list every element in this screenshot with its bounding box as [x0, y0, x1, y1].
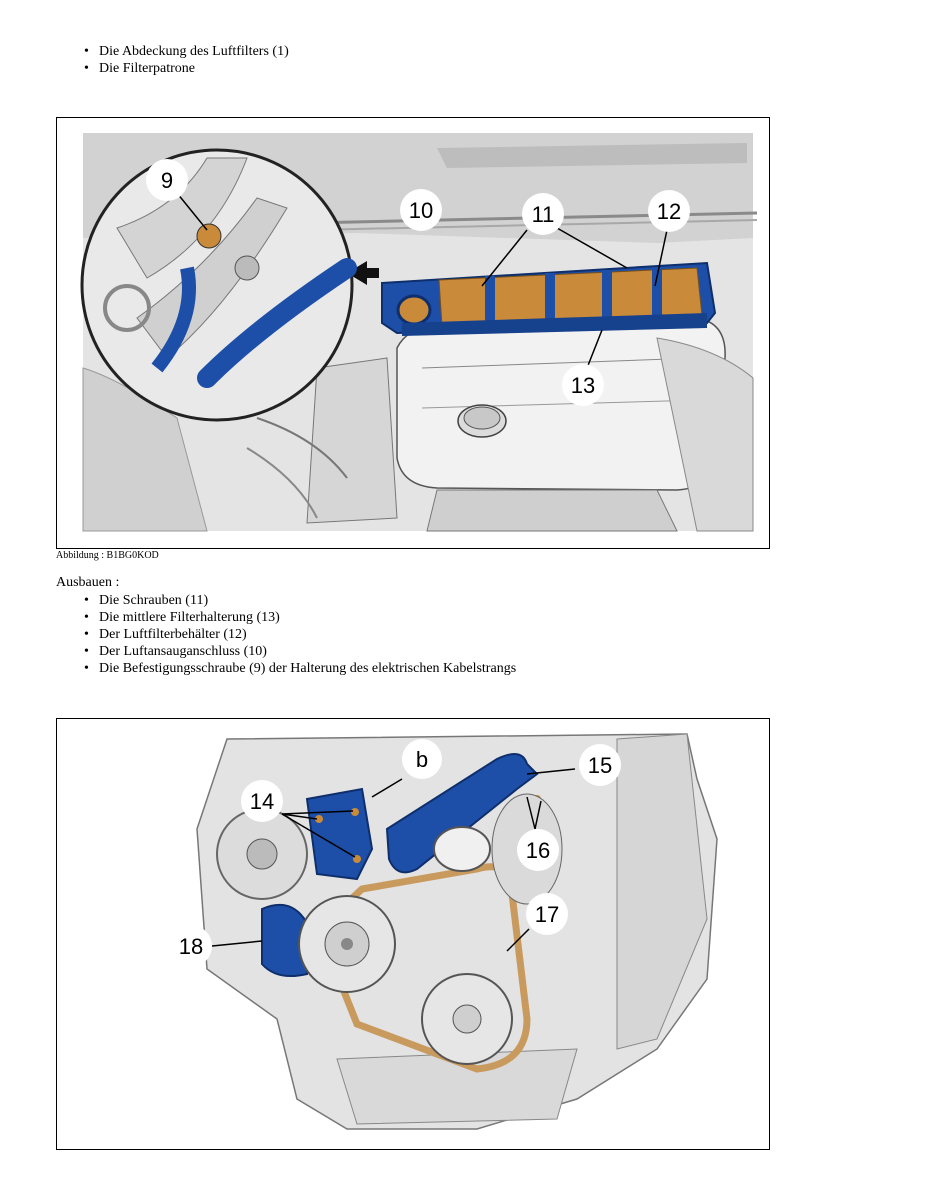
air-intake-connector — [398, 296, 430, 324]
idler-pulley — [434, 827, 490, 871]
removed-items-list — [84, 43, 289, 77]
callout-10 — [400, 189, 442, 231]
list-item: • Der Luftfilterbehälter (12) — [84, 626, 516, 643]
callout-12 — [648, 190, 690, 232]
callout-14 — [241, 780, 283, 822]
callout-16 — [517, 829, 559, 871]
list-item: • Die Befestigungsschraube (9) der Halterung des elektrischen Kabelstrangs — [84, 660, 516, 677]
callout-b — [402, 739, 442, 779]
callout-15 — [579, 744, 621, 786]
callout-11 — [522, 193, 564, 235]
list-item: • Die Filterpatrone — [84, 60, 289, 77]
svg-text:16: 16 — [525, 838, 551, 863]
bolt-9 — [197, 224, 221, 248]
list-item: • Die Abdeckung des Luftfilters (1) — [84, 43, 289, 60]
list-item: • Die Schrauben (11) — [84, 592, 516, 609]
list-item: • Die mittlere Filterhalterung (13) — [84, 609, 516, 626]
figure-accessory-drive — [56, 718, 770, 1150]
figure-caption: Abbildung : B1BG0KOD — [56, 550, 159, 561]
svg-text:10: 10 — [408, 198, 434, 223]
section-label: Ausbauen : — [56, 575, 120, 590]
callout-18 — [170, 925, 212, 967]
list-item: • Der Luftansauganschluss (10) — [84, 643, 516, 660]
svg-text:11: 11 — [531, 202, 555, 227]
svg-text:9: 9 — [160, 168, 174, 193]
svg-text:12: 12 — [656, 199, 682, 224]
svg-text:b: b — [415, 747, 429, 772]
engine-belt-illustration — [57, 719, 769, 1149]
callout-17 — [526, 893, 568, 935]
svg-text:18: 18 — [178, 934, 204, 959]
callout-13 — [562, 364, 604, 406]
removal-steps-list — [84, 592, 516, 677]
svg-text:15: 15 — [587, 753, 613, 778]
svg-text:14: 14 — [249, 789, 275, 814]
svg-text:17: 17 — [534, 902, 560, 927]
svg-text:13: 13 — [570, 373, 596, 398]
callout-9 — [146, 159, 188, 201]
figure-air-filter — [56, 117, 770, 549]
engine-air-filter-illustration — [57, 118, 769, 548]
